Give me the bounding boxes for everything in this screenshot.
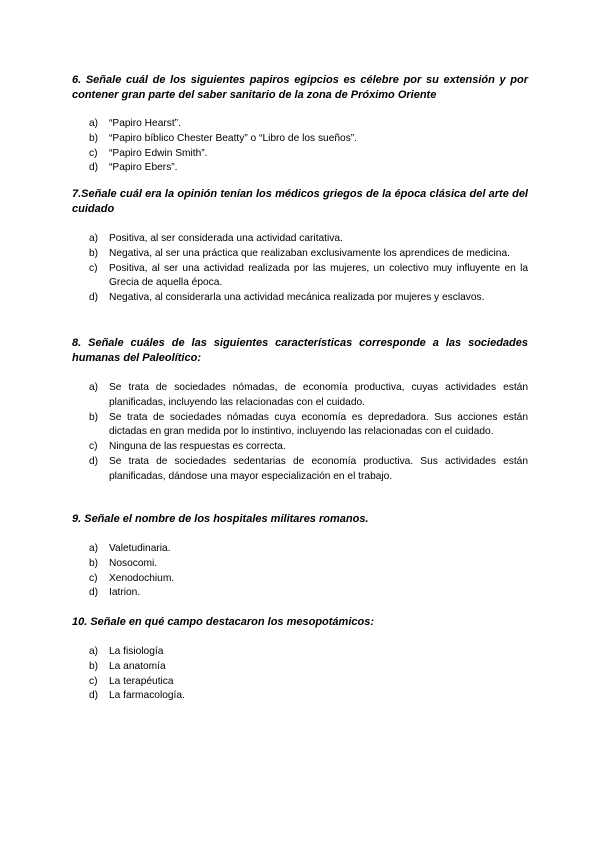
option-letter: a) xyxy=(89,543,99,554)
question-title: 7.Señale cuál era la opinión tenían los médicos griegos de la época clásica del arte del cuidado xyxy=(72,188,528,215)
option-letter: d) xyxy=(89,690,99,702)
option-text: “Papiro Ebers”. xyxy=(109,162,178,174)
option-text: La terapéutica xyxy=(109,675,174,687)
option-letter: c) xyxy=(89,147,98,159)
option-c xyxy=(72,147,528,162)
options-list xyxy=(72,117,528,176)
option-text: Nosocomi. xyxy=(109,557,158,569)
option-letter: a) xyxy=(89,646,99,657)
option-letter: b) xyxy=(89,660,99,672)
option-letter: d) xyxy=(89,162,99,174)
question-10 xyxy=(72,615,528,704)
options-list xyxy=(72,232,528,306)
option-a xyxy=(72,117,528,132)
option-text: Xenodochium. xyxy=(109,572,175,584)
option-letter: d) xyxy=(89,587,99,599)
option-c xyxy=(72,675,528,690)
option-text: Ninguna de las respuestas es correcta. xyxy=(109,441,286,453)
option-text: Se trata de sociedades nómadas cuya economía es depredadora. Sus acciones están dictadas en gran medida por lo instintivo, incluyendo las relacionadas con el cuidado. xyxy=(109,411,528,438)
option-b xyxy=(72,557,528,572)
option-text: La farmacología. xyxy=(109,690,185,702)
option-a xyxy=(72,645,528,660)
option-letter: b) xyxy=(89,247,99,259)
option-d xyxy=(72,689,528,704)
option-letter: c) xyxy=(89,262,98,274)
option-d xyxy=(72,161,528,176)
option-letter: b) xyxy=(89,411,99,423)
options-list xyxy=(72,542,528,601)
question-title: 6. Señale cuál de los siguientes papiros egipcios es célebre por su extensión y por contener gran parte del saber sanitario de la zona de Próximo Oriente xyxy=(72,74,528,101)
option-text: Negativa, al considerarla una actividad mecánica realizada por mujeres y esclavos. xyxy=(109,292,485,304)
option-text: Valetudinaria. xyxy=(109,543,171,554)
option-c xyxy=(72,440,528,455)
option-b xyxy=(72,411,528,441)
option-d xyxy=(72,586,528,601)
option-c xyxy=(72,262,528,292)
option-a xyxy=(72,381,528,411)
option-letter: c) xyxy=(89,675,98,687)
option-letter: c) xyxy=(89,441,98,453)
option-text: “Papiro Hearst”. xyxy=(109,118,181,129)
question-title: 9. Señale el nombre de los hospitales militares romanos. xyxy=(72,513,369,525)
option-letter: b) xyxy=(89,132,99,144)
question-6 xyxy=(72,73,528,176)
option-d xyxy=(72,291,528,306)
option-a xyxy=(72,542,528,557)
option-letter: d) xyxy=(89,292,99,304)
option-text: La anatomía xyxy=(109,660,166,672)
option-letter: a) xyxy=(89,382,99,393)
question-7 xyxy=(72,187,528,306)
option-text: Se trata de sociedades nómadas, de economía productiva, cuyas actividades están planificadas, incluyendo las relacionadas con el cuidado. xyxy=(109,382,528,408)
option-b xyxy=(72,660,528,675)
option-text: La fisiología xyxy=(109,646,164,657)
question-9 xyxy=(72,512,528,601)
option-d xyxy=(72,455,528,485)
options-list xyxy=(72,645,528,704)
option-text: “Papiro bíblico Chester Beatty” o “Libro de los sueños”. xyxy=(109,132,358,144)
question-title: 10. Señale en qué campo destacaron los mesopotámicos: xyxy=(72,616,374,628)
option-a xyxy=(72,232,528,247)
option-letter: a) xyxy=(89,118,99,129)
option-b xyxy=(72,247,528,262)
option-c xyxy=(72,572,528,587)
option-text: Positiva, al ser una actividad realizada por las mujeres, un colectivo muy influyente en la Grecia de aquella época. xyxy=(109,262,528,289)
option-text: Se trata de sociedades sedentarias de economía productiva. Sus actividades están planificadas, dándose una mayor especialización en el trabajo. xyxy=(109,455,528,482)
option-b xyxy=(72,132,528,147)
option-text: Negativa, al ser una práctica que realizaban exclusivamente los aprendices de medicina. xyxy=(109,247,510,259)
option-text: Positiva, al ser considerada una actividad caritativa. xyxy=(109,233,343,244)
option-letter: d) xyxy=(89,455,99,467)
option-letter: c) xyxy=(89,572,98,584)
option-letter: a) xyxy=(89,233,99,244)
option-text: “Papiro Edwin Smith”. xyxy=(109,147,208,159)
option-letter: b) xyxy=(89,557,99,569)
question-title: 8. Señale cuáles de las siguientes características corresponde a las sociedades humanas del Paleolítico: xyxy=(72,337,528,364)
question-8 xyxy=(72,336,528,485)
options-list xyxy=(72,381,528,485)
option-text: Iatrion. xyxy=(109,587,141,599)
